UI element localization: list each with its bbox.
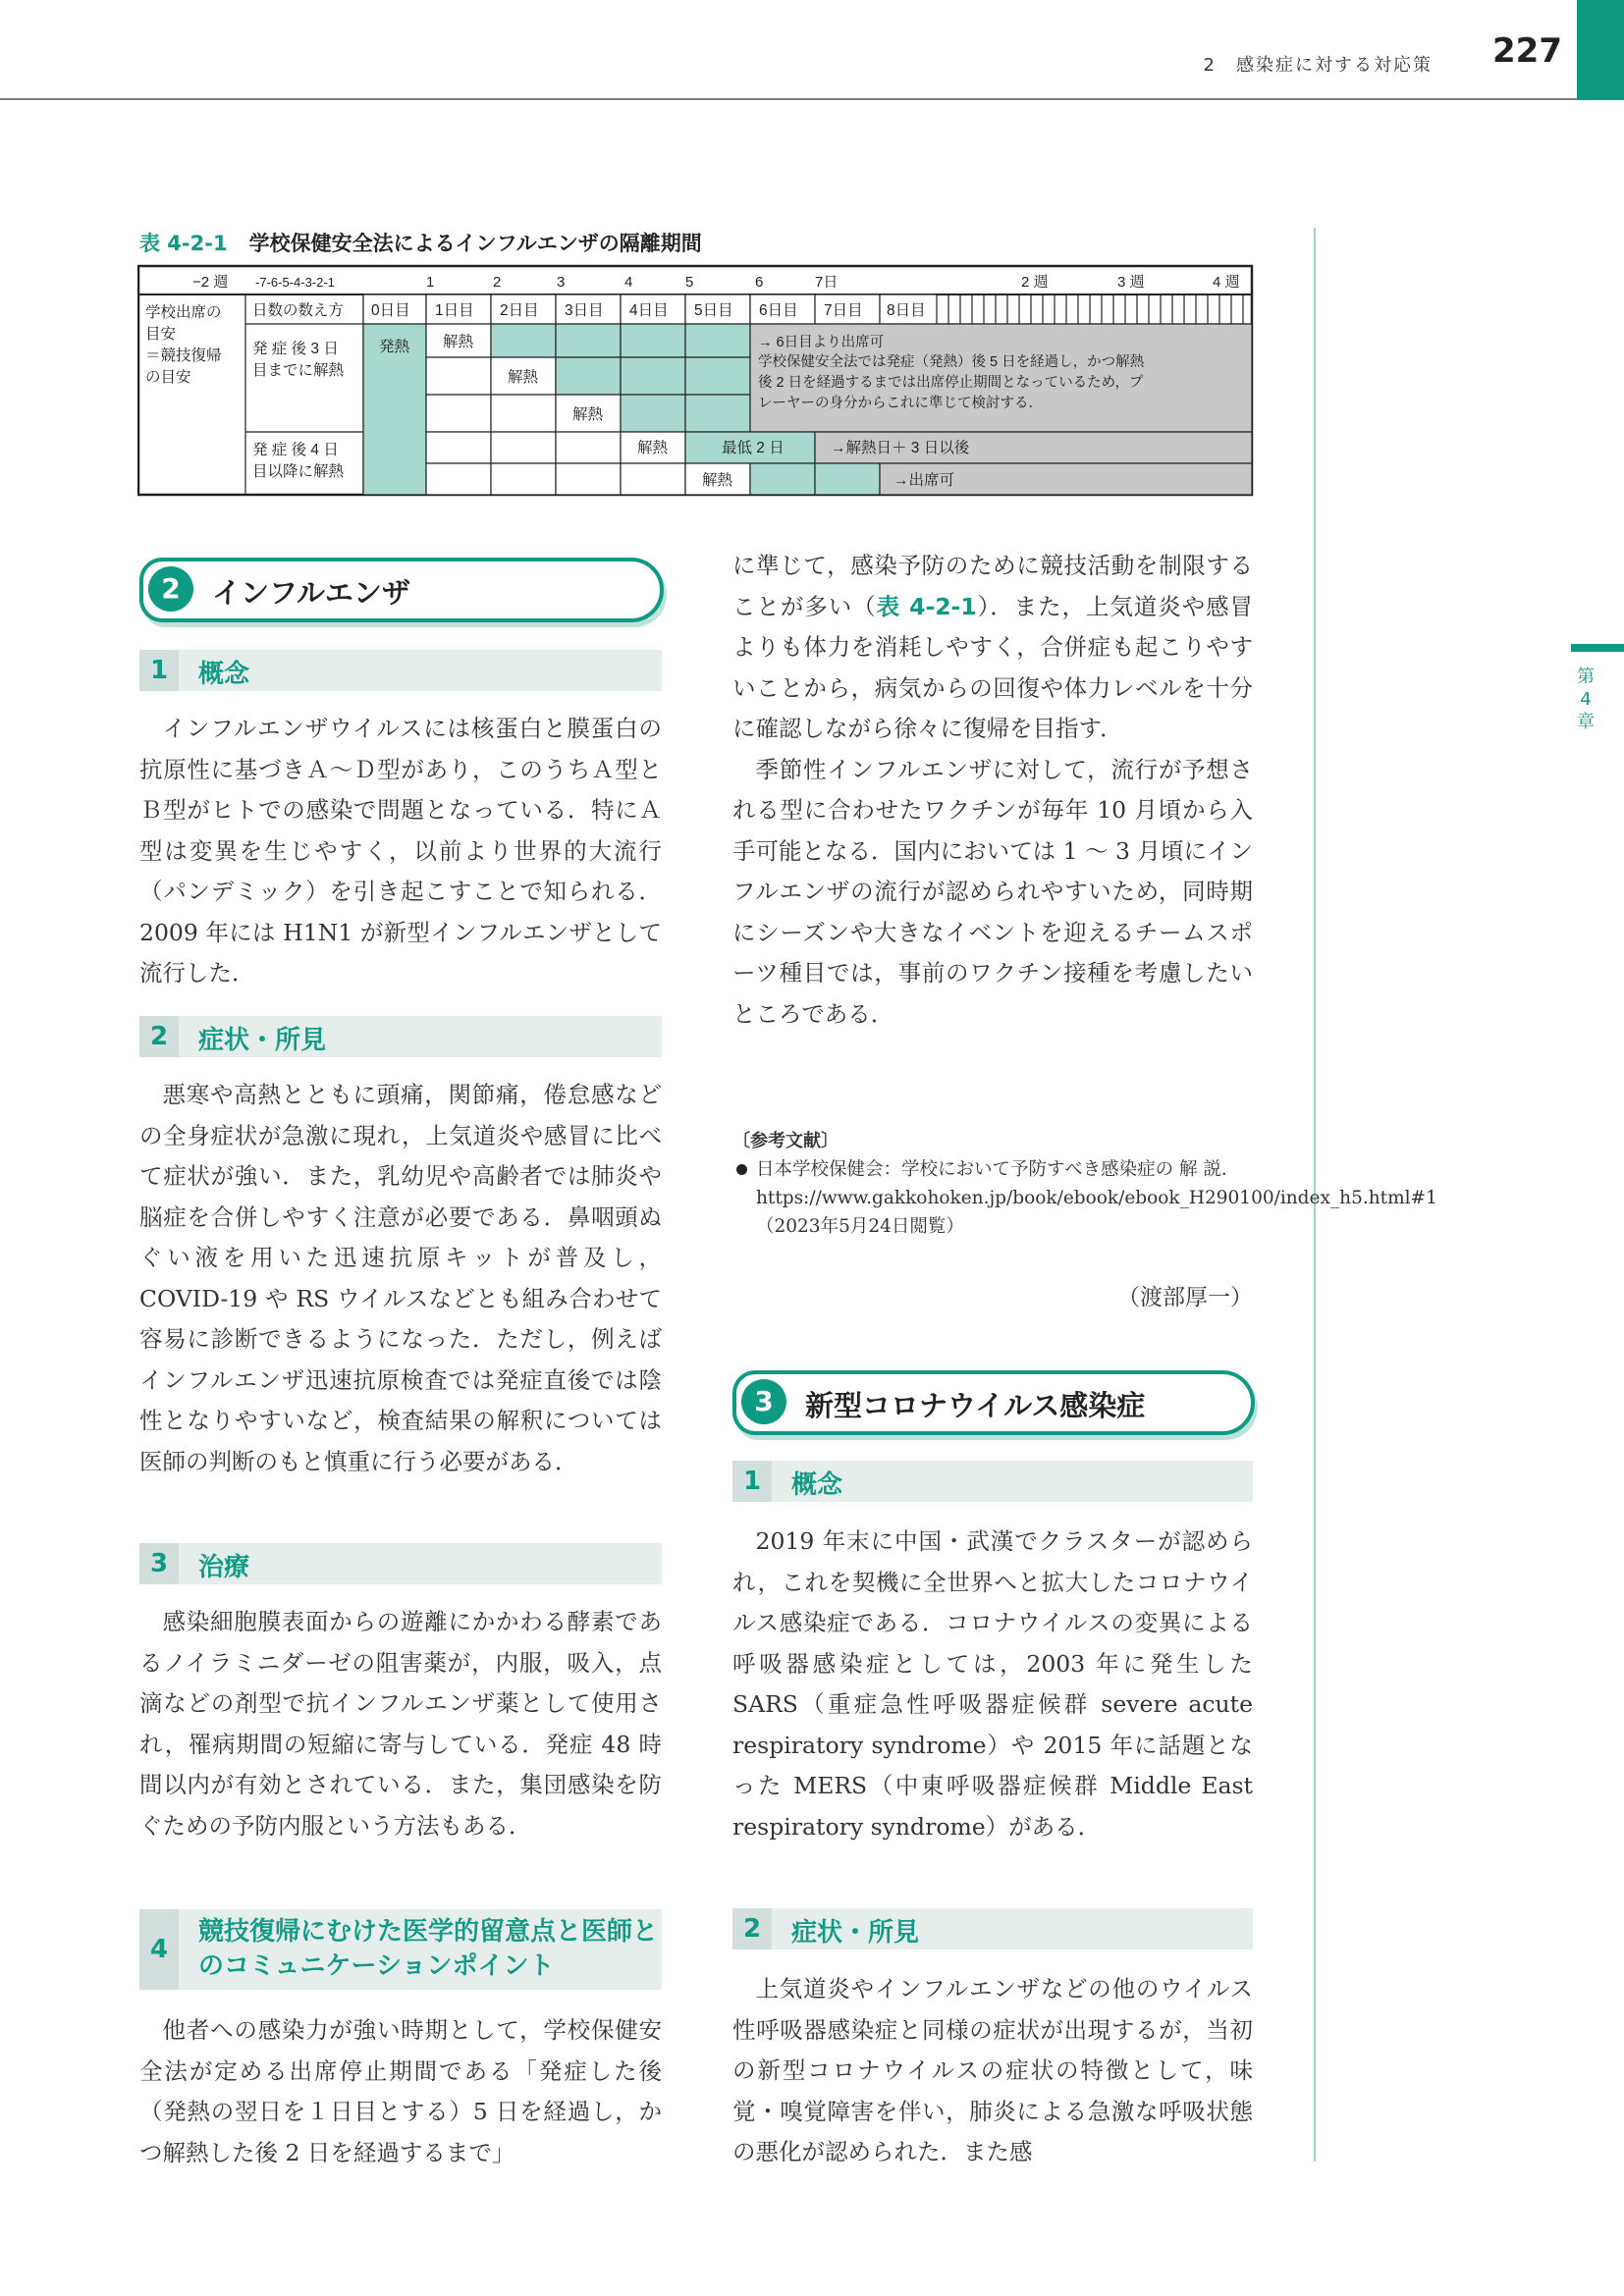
subsection-header — [732, 1461, 1253, 1502]
subsection-title: 競技復帰にむけた医学的留意点と医師とのコミュニケーションポイント — [198, 1917, 659, 1981]
table-caption-title: 学校保健安全法によるインフルエンザの隔離期間 — [248, 232, 702, 255]
paragraph: 感染細胞膜表面からの遊離にかかわる酵素であるノイラミニダーゼの阻害薬が，内服，吸入，点滴などの剤型で抗インフルエンザ薬として使用され，罹病期間の短縮に寄与している．発症 48 時間以内が有効とされている．また，集団感染を防ぐための予防内服という方法もある． — [139, 1608, 662, 1840]
text-run: ）．また，上気道炎や感冒よりも体力を消耗しやすく，合併症も起こりやすいことから，病気からの回復や体力レベルを十分に確認しながら徐々に復帰を目指す． — [732, 592, 1254, 742]
group1-label: 目までに解熱 — [252, 362, 345, 379]
fever-down-label: 解熱 — [443, 334, 474, 350]
row-head-text: 学校出席の — [145, 304, 222, 321]
fever-down-label: 解熱 — [702, 472, 733, 489]
subsection-header — [732, 1908, 1253, 1949]
day-header: 7日目 — [824, 302, 863, 319]
subsection-title: 症状・所見 — [198, 1026, 327, 1055]
chapter-color-tab — [1577, 0, 1624, 100]
body-text — [139, 709, 662, 994]
scale-label: 6 — [755, 274, 764, 291]
scale-label: 5 — [685, 274, 694, 291]
reference-item — [732, 1155, 1437, 1241]
subsection-number: 1 — [139, 650, 179, 691]
table-caption-number: 表 4-2-1 — [139, 232, 228, 255]
paragraph: 上気道炎やインフルエンザなどの他のウイルス性呼吸器感染症と同様の症状が出現するが，当初の新型コロナウイルスの症状の特徴として，味覚・嗅覚障害を伴い，肺炎による急激な呼吸状態の悪化が認められた．また感 — [732, 1975, 1253, 2165]
subsection-header — [139, 1543, 662, 1584]
subsection-number: 2 — [732, 1908, 772, 1949]
section-number: 2 — [148, 566, 193, 612]
scale-label: 2 — [493, 274, 502, 291]
paragraph-continued — [732, 546, 1253, 750]
scale-label: 7日 — [815, 274, 839, 291]
paragraph: 他者への感染力が強い時期として，学校保健安全法が定める出席停止期間である「発症した後（発熱の翌日を１日目とする）5 日を経過し，かつ解熱した後 2 日を経過するまで」 — [139, 2016, 662, 2166]
body-text — [139, 1075, 662, 1482]
subsection-title: 治療 — [198, 1553, 250, 1582]
note-line: レーヤーの身分からこれに準じて検討する． — [758, 396, 1043, 411]
paragraph: インフルエンザウイルスには核蛋白と膜蛋白の抗原性に基づきＡ～Ｄ型があり，このうちＡ型とＢ型がヒトでの感染で問題となっている．特にＡ型は変異を生じやすく，以前より世界的大流行（パンデミック）を引き起こすことで知られる．2009 年には H1N1 が新型インフルエンザとして流行した． — [139, 715, 662, 987]
body-text — [139, 1602, 662, 1846]
body-text — [732, 546, 1253, 1035]
scale-label: 4 週 — [1213, 274, 1240, 291]
plus-three-days: →解熱日＋ 3 日以後 — [831, 440, 970, 456]
day-header: 8日目 — [887, 302, 926, 319]
days-label: 日数の数え方 — [252, 302, 345, 319]
subsection-number: 2 — [139, 1016, 179, 1057]
body-text — [732, 1969, 1253, 2173]
chapter-side-label: 第4章 — [1577, 667, 1595, 732]
scale-label: -7-6-5-4-3-2-1 — [255, 275, 335, 290]
note-line: 学校保健安全法では発症（発熱）後 5 日を経過し，かつ解熱 — [758, 354, 1145, 370]
row-head-text: の目安 — [145, 369, 191, 386]
section-number: 3 — [741, 1379, 786, 1424]
day-header: 5日目 — [694, 302, 733, 319]
scale-label: 3 — [557, 274, 566, 291]
row-head-text: ＝競技復帰 — [145, 347, 222, 364]
day-header: 1日目 — [435, 302, 474, 319]
page-number: 227 — [1492, 31, 1562, 71]
section-banner-covid — [732, 1370, 1255, 1435]
section-title: 新型コロナウイルス感染症 — [805, 1389, 1146, 1422]
references — [732, 1127, 1437, 1241]
fever-down-label: 解熱 — [572, 406, 604, 423]
onset-label: 発熱 — [379, 339, 410, 355]
scale-label: 2 週 — [1021, 274, 1049, 291]
paragraph: 季節性インフルエンザに対して，流行が予想される型に合わせたワクチンが毎年 10 月頃から入手可能となる．国内においては 1 ～ 3 月頃にインフルエンザの流行が認められやすいため，同時期にシーズンや大きなイベントを迎えるチームスポーツ種目では，事前のワクチン接種を考慮したいところである． — [732, 755, 1253, 1028]
fever-down-label: 解熱 — [508, 369, 539, 386]
day-header: 0日目 — [371, 302, 410, 319]
table-reference-link[interactable]: 表 4-2-1 — [876, 592, 977, 620]
subsection-header — [139, 1016, 662, 1057]
subsection-title: 概念 — [791, 1470, 843, 1500]
table-caption — [139, 228, 702, 257]
day-header: 3日目 — [565, 302, 604, 319]
body-text — [139, 2010, 662, 2173]
bullet-icon — [736, 1164, 747, 1175]
subsection-number: 1 — [732, 1461, 772, 1502]
paragraph: 2019 年末に中国・武漢でクラスターが認められ，これを契機に全世界へと拡大したコロナウイルス感染症である．コロナウイルスの変異による呼吸器感染症としては，2003 年に発生した SARS（重症急性呼吸器症候群 severe acute respiratory syndrome）や 2015 年に話題となった MERS（中東呼吸器症候群 Middle East respiratory syndrome）がある． — [732, 1527, 1253, 1841]
day-header: 6日目 — [759, 302, 798, 319]
row-head-text: 目安 — [145, 326, 177, 343]
subsection-header — [139, 650, 662, 691]
min-two-days: 最低 2 日 — [722, 440, 785, 456]
attend-ok: →出席可 — [893, 472, 955, 489]
author-credit: （渡部厚一） — [1117, 1285, 1253, 1310]
isolation-period-table — [137, 263, 1257, 499]
scale-label: −2 週 — [192, 274, 229, 291]
group1-label: 発 症 後 3 日 — [252, 341, 339, 357]
day-header: 2日目 — [500, 302, 539, 319]
running-head: 2 感染症に対する対応策 — [1203, 55, 1433, 76]
note-line: 後 2 日を経過するまでは出席停止期間となっているため，プ — [758, 375, 1144, 391]
body-text — [732, 1522, 1253, 1847]
group2-label: 目以降に解熱 — [252, 463, 345, 480]
paragraph: 悪寒や高熱とともに頭痛，関節痛，倦怠感などの全身症状が急激に現れ，上気道炎や感冒に比べて症状が強い．また，乳幼児や高齢者では肺炎や脳症を合併しやすく注意が必要である．鼻咽頭ぬぐい液を用いた迅速抗原キットが普及し，COVID-19 や RS ウイルスなどとも組み合わせて容易に診断できるようになった．ただし，例えばインフルエンザ迅速抗原検査では発症直後では陰性となりやすいなど，検査結果の解釈については医師の判断のもと慎重に行う必要がある． — [139, 1081, 662, 1475]
section-title: インフルエンザ — [212, 576, 410, 610]
note-line: → 6日目より出席可 — [758, 335, 885, 350]
subsection-number: 4 — [139, 1909, 179, 1990]
subsection-header — [139, 1909, 662, 1990]
scale-label: 1 — [426, 274, 435, 291]
scale-label: 3 週 — [1117, 274, 1145, 291]
header-rule — [0, 98, 1577, 100]
day-header: 4日目 — [629, 302, 669, 319]
subsection-title: 概念 — [198, 660, 250, 689]
text-run: に準じて，感染予防のために競技活動を制限することが多い（ — [732, 552, 1253, 620]
scale-label: 4 — [624, 274, 633, 291]
references-heading: 〔参考文献〕 — [732, 1131, 839, 1151]
subsection-title: 症状・所見 — [791, 1918, 920, 1948]
reference-text: 日本学校保健会：学校において予防すべき感染症の 解 説．https://www.gakkohoken.jp/book/ebook/ebook_H290100/index_h5.html#1（2023年5月24日閲覧） — [756, 1159, 1437, 1237]
chapter-side-tab — [1571, 644, 1624, 652]
subsection-number: 3 — [139, 1543, 179, 1584]
section-banner-influenza — [139, 558, 664, 622]
fever-down-label: 解熱 — [637, 440, 669, 456]
group2-label: 発 症 後 4 日 — [252, 442, 339, 458]
